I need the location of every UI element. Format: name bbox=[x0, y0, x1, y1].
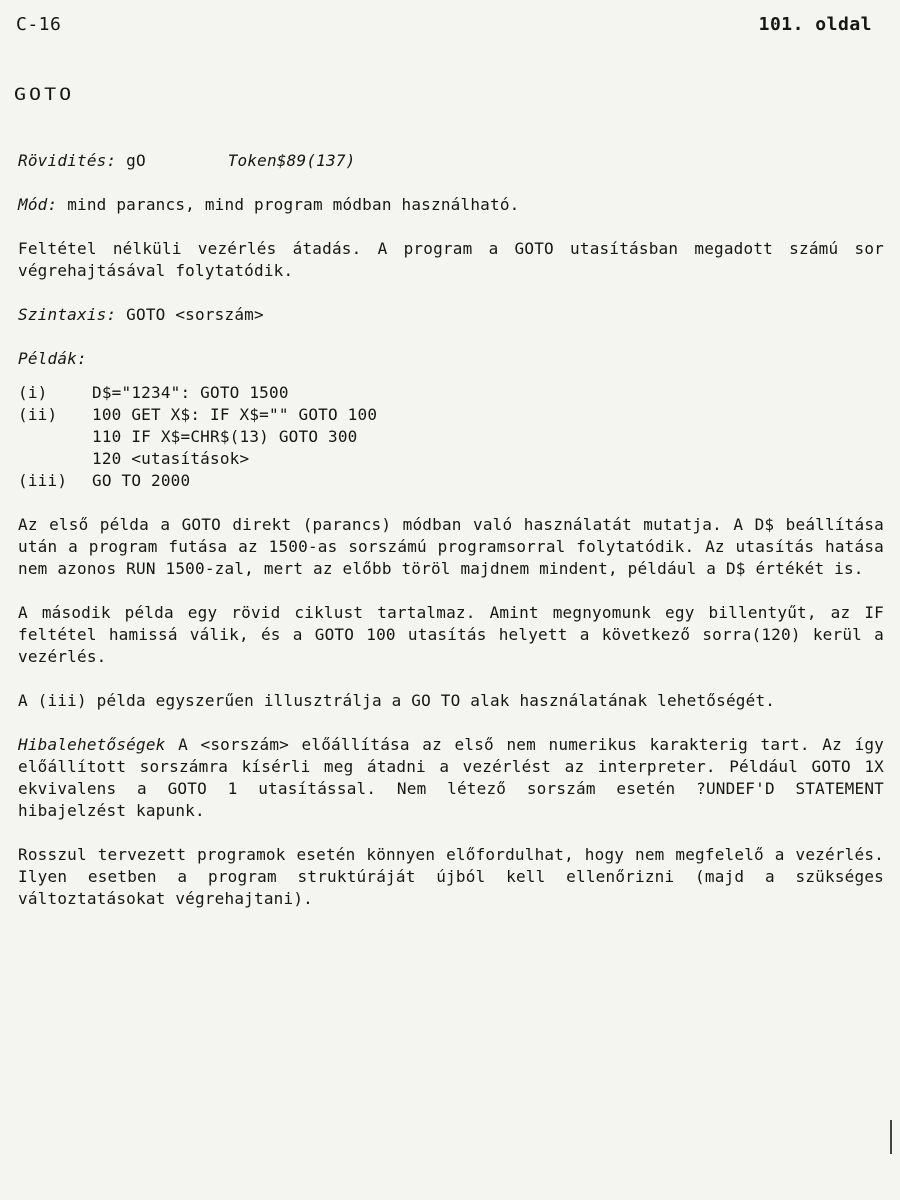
mode-text: mind parancs, mind program módban használható. bbox=[67, 195, 520, 214]
mode-label: Mód: bbox=[18, 195, 58, 214]
paragraph-third-example: A (iii) példa egyszerűen illusztrálja a GO TO alak használatának lehetőségét. bbox=[18, 691, 776, 710]
example-row bbox=[18, 470, 884, 492]
abbreviation-value: gO bbox=[126, 151, 146, 170]
paragraph-design: Rosszul tervezett programok esetén könnyen előfordulhat, hogy nem megfelelő a vezérlés. Ilyen esetben a program struktúráját újból kell ellenőrizni (majd a szükséges változtatásokat végrehajtani). bbox=[18, 845, 884, 908]
examples-label: Példák: bbox=[18, 349, 87, 368]
paragraph-errors bbox=[18, 734, 884, 822]
document-body bbox=[18, 150, 884, 932]
mode-line bbox=[18, 194, 884, 216]
example-code: 110 IF X$=CHR$(13) GOTO 300 bbox=[92, 427, 358, 446]
page-code: C-16 bbox=[16, 14, 62, 35]
abbreviation-label: Rövidités: bbox=[18, 151, 117, 170]
syntax-label: Szintaxis: bbox=[18, 305, 117, 324]
example-code: GO TO 2000 bbox=[92, 471, 191, 490]
example-number: (iii) bbox=[18, 471, 68, 490]
errors-text: A <sorszám> előállítása az első nem numerikus karakterig tart. Az így előállított sorszámra kísérli meg átadni a vezérlést az interpreter. Például GOTO 1X ekvivalens a GOTO 1 utasítással. Nem létező sorszám esetén ?UNDEF'D STATEMENT hibajelzést kapunk. bbox=[18, 735, 884, 820]
paragraph-second-example: A második példa egy rövid ciklust tartalmaz. Amint megnyomunk egy billentyűt, az IF feltétel hamissá válik, és a GOTO 100 utasítás helyett a következő sorra(120) kerül a vezérlés. bbox=[18, 603, 884, 666]
example-row bbox=[18, 426, 884, 448]
token-value: Token$89(137) bbox=[227, 151, 356, 170]
page-edge-mark bbox=[890, 1120, 892, 1154]
example-number bbox=[18, 448, 92, 470]
page-title: GOTO bbox=[14, 84, 75, 105]
example-row bbox=[18, 448, 884, 470]
examples-list bbox=[18, 382, 884, 492]
example-number bbox=[18, 426, 92, 448]
example-code: D$="1234": GOTO 1500 bbox=[92, 383, 289, 402]
example-row bbox=[18, 382, 884, 404]
page-number: 101. oldal bbox=[758, 14, 872, 35]
example-number: (i) bbox=[18, 383, 48, 402]
errors-label: Hibalehetőségek bbox=[18, 735, 166, 754]
example-row bbox=[18, 404, 884, 426]
example-number: (ii) bbox=[18, 405, 58, 424]
description-paragraph: Feltétel nélküli vezérlés átadás. A program a GOTO utasításban megadott számú sor végrehajtásával folytatódik. bbox=[18, 239, 884, 280]
example-code: 100 GET X$: IF X$="" GOTO 100 bbox=[92, 405, 378, 424]
syntax-line bbox=[18, 304, 884, 326]
abbreviation-line bbox=[18, 150, 884, 172]
syntax-text: GOTO <sorszám> bbox=[126, 305, 264, 324]
example-code: 120 <utasítások> bbox=[92, 449, 250, 468]
paragraph-first-example: Az első példa a GOTO direkt (parancs) módban való használatát mutatja. A D$ beállítása után a program futása az 1500-as sorszámú programsorral folytatódik. Az utasítás hatása nem azonos RUN 1500-zal, mert az előbb töröl majdnem mindent, például a D$ értékét is. bbox=[18, 515, 884, 578]
